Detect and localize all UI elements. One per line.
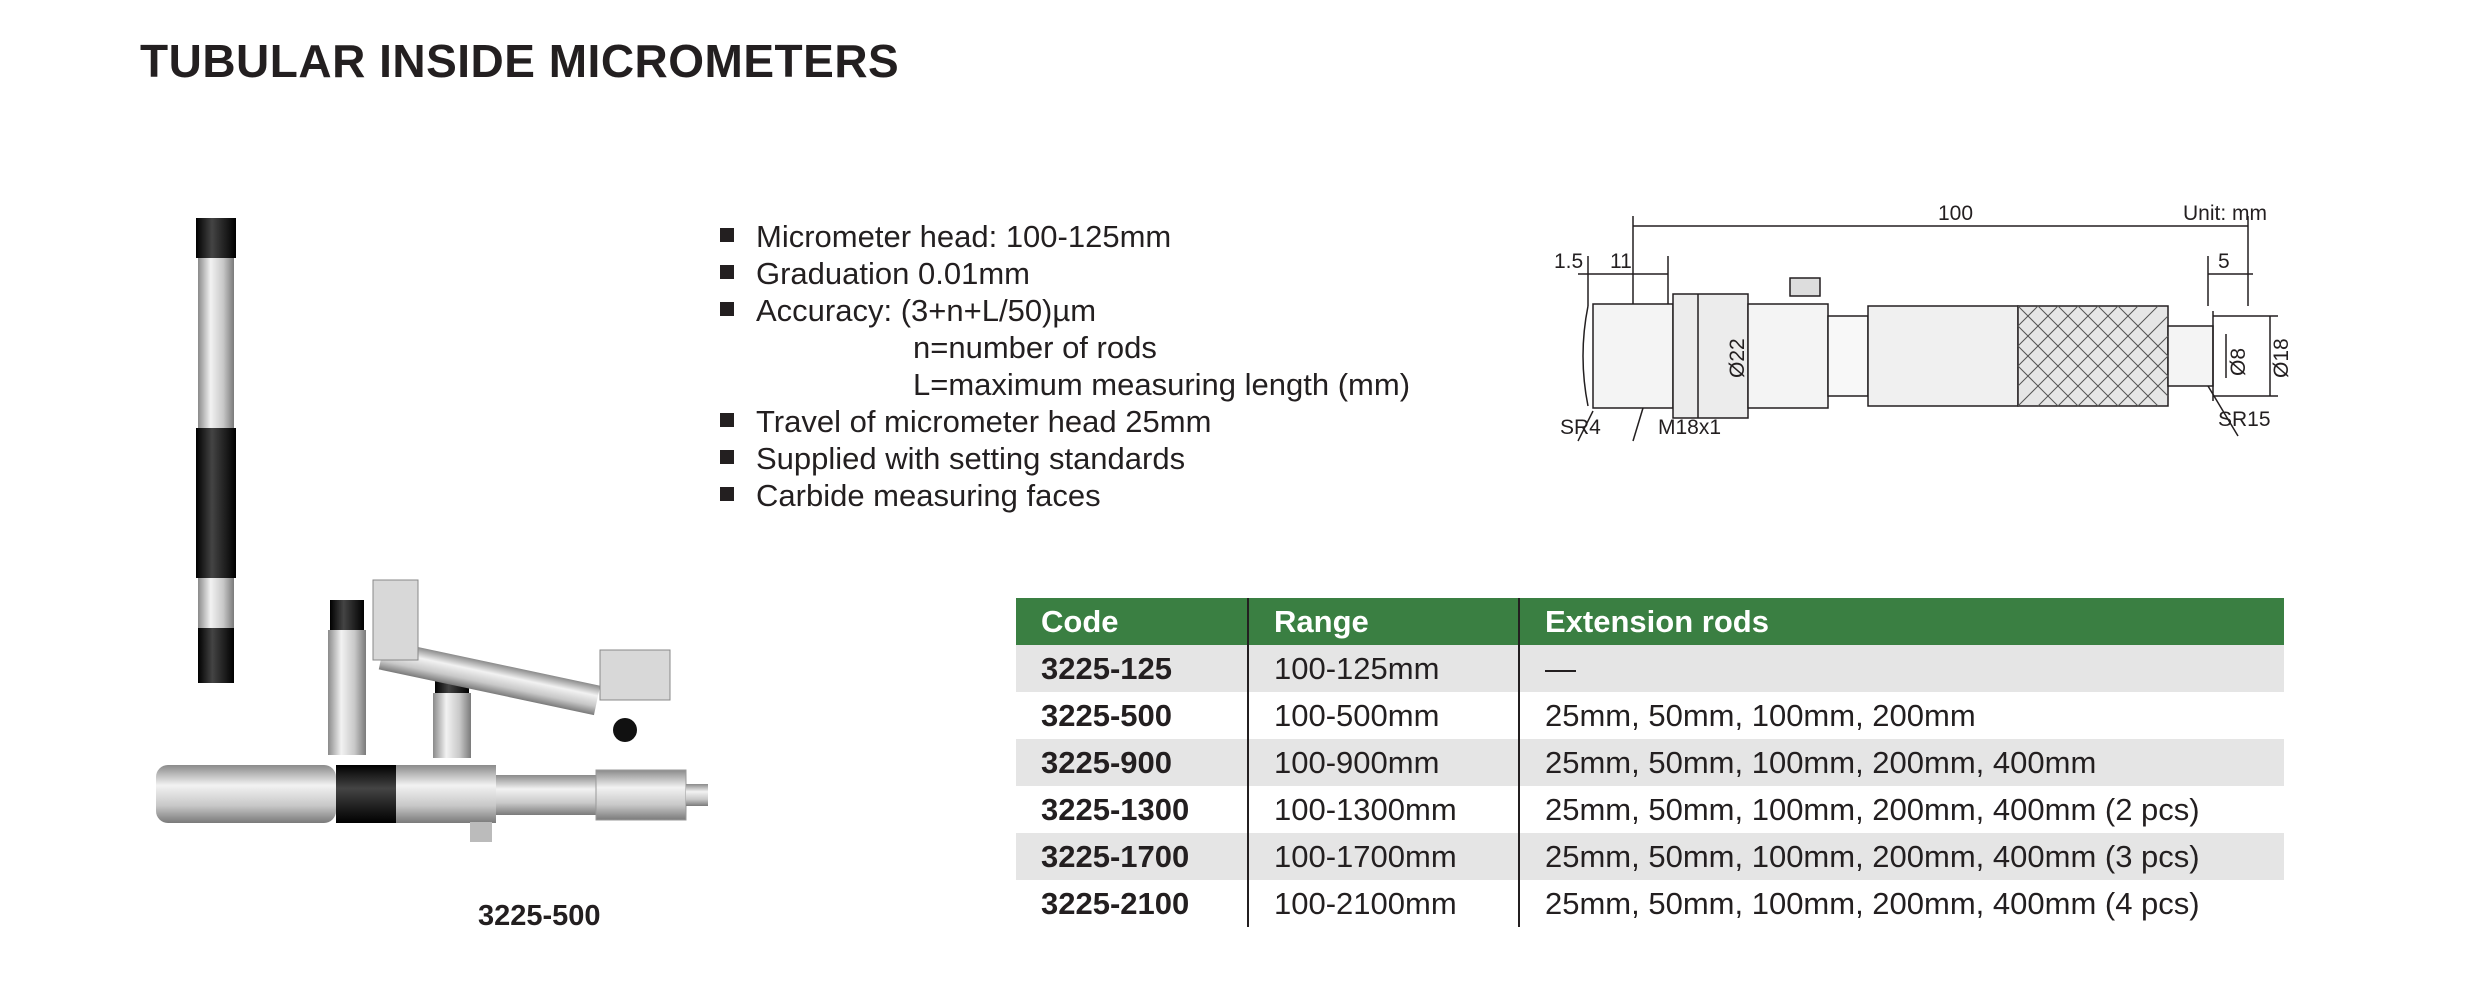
feature-item: Travel of micrometer head 25mm	[720, 403, 1410, 440]
cell-code: 3225-1300	[1016, 786, 1248, 833]
cell-range: 100-1700mm	[1248, 833, 1519, 880]
dim-mid: 11	[1610, 250, 1632, 273]
spec-table	[1016, 598, 2284, 927]
bullet-square-icon	[720, 450, 734, 464]
bullet-square-icon	[720, 413, 734, 427]
table-row	[1016, 880, 2284, 927]
cell-code: 3225-1700	[1016, 833, 1248, 880]
bullet-square-icon	[720, 265, 734, 279]
page-title: TUBULAR INSIDE MICROMETERS	[140, 35, 900, 87]
table-row	[1016, 739, 2284, 786]
bullet-square-icon	[720, 228, 734, 242]
feature-subitem: L=maximum measuring length (mm)	[913, 367, 1411, 402]
extension-rod-long	[196, 218, 236, 683]
dim-right: 5	[2218, 250, 2230, 273]
table-row	[1016, 833, 2284, 880]
dim-dia8: Ø8	[2227, 347, 2250, 376]
header-range: Range	[1248, 598, 1519, 645]
unit-label: Unit: mm	[2183, 202, 2267, 225]
cell-range: 100-900mm	[1248, 739, 1519, 786]
cell-code: 3225-900	[1016, 739, 1248, 786]
extension-rod-medium	[328, 600, 366, 755]
cell-code: 3225-500	[1016, 692, 1248, 739]
cell-rods: 25mm, 50mm, 100mm, 200mm, 400mm (2 pcs)	[1519, 786, 2284, 833]
cell-range: 100-2100mm	[1248, 880, 1519, 927]
feature-list	[720, 218, 1410, 514]
cell-range: 100-1300mm	[1248, 786, 1519, 833]
cell-rods: 25mm, 50mm, 100mm, 200mm, 400mm	[1519, 739, 2284, 786]
label-sr4: SR4	[1560, 416, 1601, 439]
cell-rods: 25mm, 50mm, 100mm, 200mm	[1519, 692, 2284, 739]
dim-total: 100	[1938, 202, 1974, 225]
feature-subitem: n=number of rods	[913, 330, 1157, 365]
dim-dia18: Ø18	[2270, 338, 2293, 378]
table-row	[1016, 692, 2284, 739]
micrometer-head	[156, 765, 708, 842]
header-extension-rods: Extension rods	[1519, 598, 2284, 645]
label-thread: M18x1	[1658, 416, 1722, 439]
cell-range: 100-125mm	[1248, 645, 1519, 692]
feature-item: Graduation 0.01mm	[720, 255, 1410, 292]
feature-item: Supplied with setting standards	[720, 440, 1410, 477]
table-header-row	[1016, 598, 2284, 645]
bullet-square-icon	[720, 487, 734, 501]
feature-item: Carbide measuring faces	[720, 477, 1410, 514]
feature-item: Accuracy: (3+n+L/50)µm	[720, 292, 1410, 329]
cell-code: 3225-2100	[1016, 880, 1248, 927]
setting-standard	[373, 580, 670, 742]
technical-drawing	[1548, 196, 2293, 446]
label-sr15: SR15	[2218, 408, 2271, 431]
dim-left: 1.5	[1554, 250, 1584, 273]
cell-range: 100-500mm	[1248, 692, 1519, 739]
header-code: Code	[1016, 598, 1248, 645]
cell-code: 3225-125	[1016, 645, 1248, 692]
table-row	[1016, 786, 2284, 833]
cell-rods: 25mm, 50mm, 100mm, 200mm, 400mm (4 pcs)	[1519, 880, 2284, 927]
dim-dia22: Ø22	[1726, 338, 1749, 378]
feature-item: Micrometer head: 100-125mm	[720, 218, 1410, 255]
bullet-square-icon	[720, 302, 734, 316]
table-row	[1016, 645, 2284, 692]
cell-rods: 25mm, 50mm, 100mm, 200mm, 400mm (3 pcs)	[1519, 833, 2284, 880]
cell-rods: —	[1519, 645, 2284, 692]
photo-caption: 3225-500	[478, 900, 601, 932]
